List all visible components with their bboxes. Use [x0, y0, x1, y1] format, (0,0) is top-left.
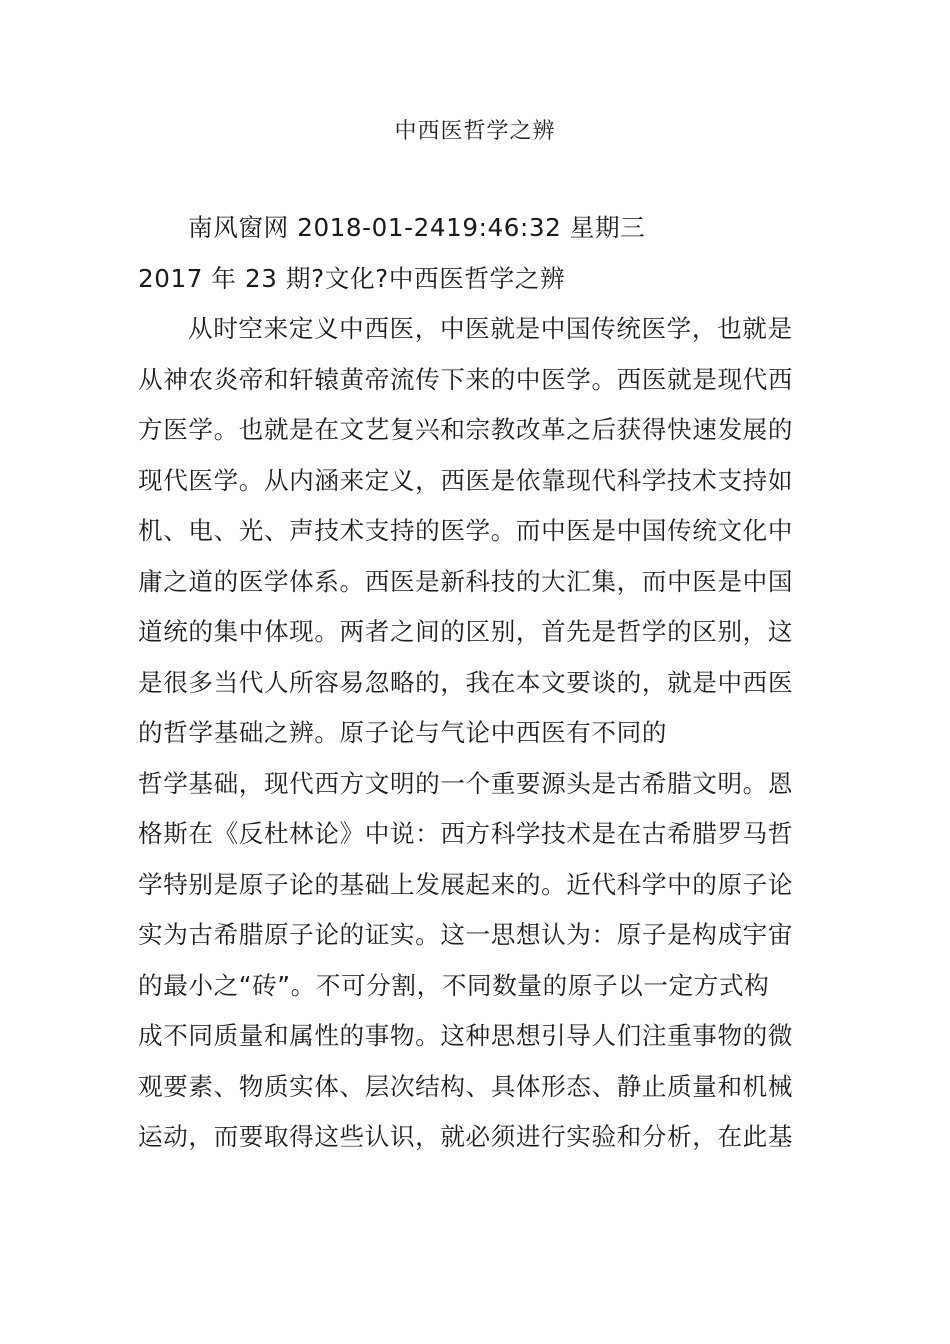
text-line: 从神农炎帝和轩辕黄帝流传下来的中医学。西医就是现代西	[138, 364, 794, 394]
document-body	[138, 203, 828, 1163]
document-title: 中西医哲学之辨	[394, 119, 556, 144]
text-line: 格斯在《反杜林论》中说：西方科学技术是在古希腊罗马哲	[138, 819, 794, 848]
text-line: 的哲学基础之辨。原子论与气论中西医有不同的	[138, 718, 668, 747]
text-line: 2017 年 23 期?文化?中西医哲学之辨	[138, 263, 566, 293]
text-line: 是很多当代人所容易忽略的，我在本文要谈的，就是中西医	[138, 667, 794, 697]
text-line: 的最小之“砖”。不可分割，不同数量的原子以一定方式构	[138, 970, 770, 1000]
text-line: 哲学基础，现代西方文明的一个重要源头是古希腊文明。恩	[138, 768, 794, 798]
text-line: 运动，而要取得这些认识，就必须进行实验和分析，在此基	[138, 1122, 794, 1151]
text-line: 学特别是原子论的基础上发展起来的。近代科学中的原子论	[138, 869, 794, 899]
text-line: 从时空来定义中西医，中医就是中国传统医学，也就是	[188, 314, 793, 343]
text-line: 实为古希腊原子论的证实。这一思想认为：原子是构成宇宙	[138, 920, 794, 949]
text-line: 观要素、物质实体、层次结构、具体形态、静止质量和机械	[138, 1071, 794, 1101]
text-line: 庸之道的医学体系。西医是新科技的大汇集，而中医是中国	[138, 566, 794, 596]
text-line: 道统的集中体现。两者之间的区别，首先是哲学的区别，这	[138, 617, 794, 646]
text-line: 方医学。也就是在文艺复兴和宗教改革之后获得快速发展的	[138, 415, 794, 444]
text-line: 现代医学。从内涵来定义，西医是依靠现代科学技术支持如	[138, 465, 794, 495]
text-line: 成不同质量和属性的事物。这种思想引导人们注重事物的微	[138, 1021, 794, 1050]
text-line: 机、电、光、声技术支持的医学。而中医是中国传统文化中	[138, 516, 794, 545]
text-line: 南风窗网 2018-01-2419:46:32 星期三	[188, 213, 646, 242]
